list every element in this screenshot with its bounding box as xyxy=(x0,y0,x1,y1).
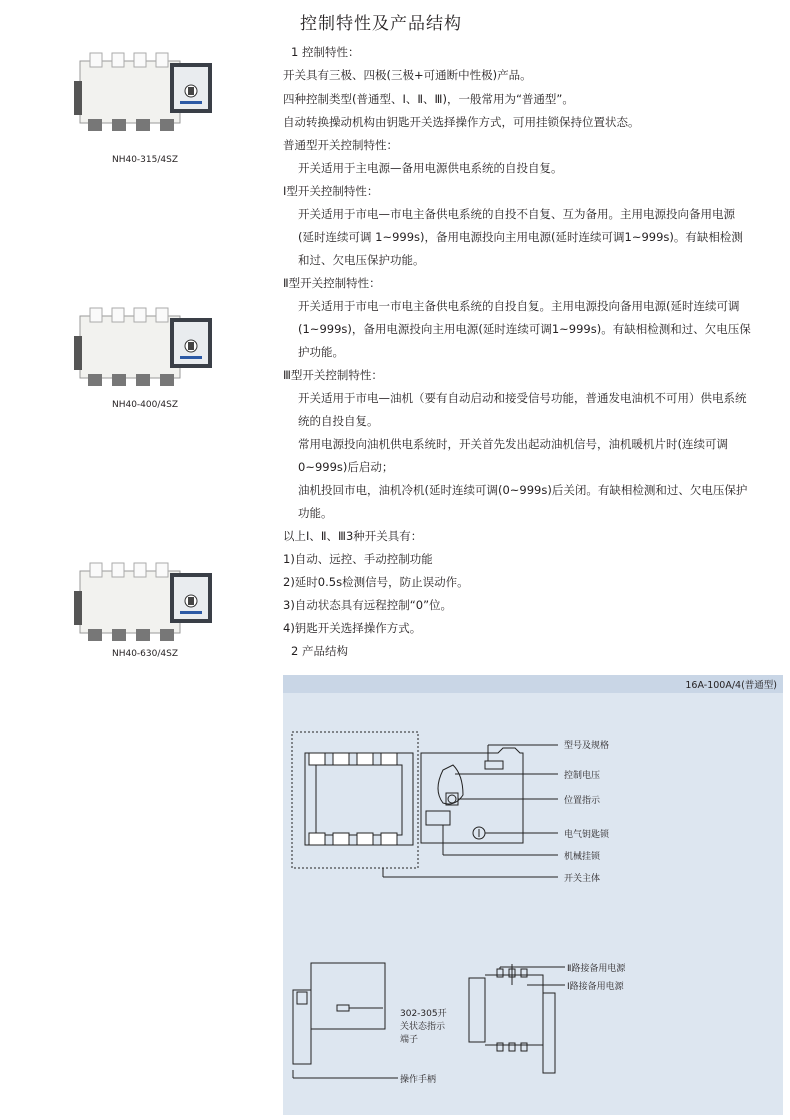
label-terminal: 关状态指示 xyxy=(400,1022,446,1032)
diagram-header-label: 16A-100A/4(普通型) xyxy=(685,680,777,691)
page-title: 控制特性及产品结构 xyxy=(300,14,462,34)
switch-product-image xyxy=(70,555,220,655)
text-line: (延时连续可调 1~999s)，备用电源投向主用电源(延时连续可调1~999s)。有缺相检测 xyxy=(298,230,743,244)
switch-product-image xyxy=(70,45,220,145)
label-control-voltage: 控制电压 xyxy=(564,771,601,781)
product-card xyxy=(70,555,220,659)
product-card xyxy=(70,45,220,165)
label-position-indicator: 位置指示 xyxy=(564,796,601,806)
text-line: 护功能。 xyxy=(298,345,344,359)
text-line: 开关具有三极、四极(三极+可通断中性极)产品。 xyxy=(283,68,532,82)
product-model-label: NH40-630/4SZ xyxy=(111,649,178,659)
subsection-heading: 普通型开关控制特性： xyxy=(283,138,398,152)
text-line: 开关适用于市电一市电主备供电系统的自投自复。主用电源投向备用电源(延时连续可调 xyxy=(298,299,740,313)
label-model-spec: 型号及规格 xyxy=(564,741,610,751)
list-item: 1)自动、远控、手动控制功能 xyxy=(283,552,433,566)
diagram-drawing xyxy=(283,675,783,1115)
label-handle: 操作手柄 xyxy=(400,1075,437,1085)
structure-diagram xyxy=(283,675,783,1115)
section-heading: 2 产品结构 xyxy=(291,644,348,658)
label-source-1: Ⅰ路接备用电源 xyxy=(567,982,624,992)
product-model-label: NH40-400/4SZ xyxy=(111,400,178,410)
text-line: (1~999s)，备用电源投向主用电源(延时连续可调1~999s)。有缺相检测和过、欠电压保 xyxy=(298,322,751,336)
list-item: 4)钥匙开关选择操作方式。 xyxy=(283,621,422,635)
text-line: 四种控制类型(普通型、Ⅰ、Ⅱ、Ⅲ)，一般常用为“普通型”。 xyxy=(283,92,574,106)
label-terminal: 302-305开 xyxy=(400,1009,447,1019)
text-line: 开关适用于市电—市电主备供电系统的自投不自复、互为备用。主用电源投向备用电源 xyxy=(298,207,735,221)
text-line: 和过、欠电压保护功能。 xyxy=(298,253,425,267)
text-line: 开关适用于主电源—备用电源供电系统的自投自复。 xyxy=(298,161,563,175)
text-line: 0~999s)后启动； xyxy=(298,460,394,474)
text-line: 统的自投自复。 xyxy=(298,414,379,428)
switch-product-image xyxy=(70,300,220,400)
text-line: 油机投回市电，油机冷机(延时连续可调(0~999s)后关闭。有缺相检测和过、欠电压保护 xyxy=(298,483,748,497)
label-terminal: 端子 xyxy=(400,1035,419,1045)
subsection-heading: Ⅰ型开关控制特性： xyxy=(283,184,379,198)
subsection-heading: Ⅲ型开关控制特性： xyxy=(283,368,383,382)
subsection-heading: Ⅱ型开关控制特性： xyxy=(283,276,381,290)
text-line: 常用电源投向油机供电系统时，开关首先发出起动油机信号，油机暖机片时(连续可调 xyxy=(298,437,728,451)
product-card xyxy=(70,300,220,410)
text-line: 以上Ⅰ、Ⅱ、Ⅲ3种开关具有： xyxy=(283,529,423,543)
list-item: 3)自动状态具有远程控制“0”位。 xyxy=(283,598,453,612)
label-source-2: Ⅱ路接备用电源 xyxy=(567,964,626,974)
text-line: 自动转换操动机构由钥匙开关选择操作方式，可用挂锁保持位置状态。 xyxy=(283,115,640,129)
label-switch-body: 开关主体 xyxy=(564,874,601,884)
text-line: 功能。 xyxy=(298,506,333,520)
label-electric-key-lock: 电气钥匙锁 xyxy=(564,830,610,840)
text-line: 开关适用于市电—油机（要有自动启动和接受信号功能，普通发电油机不可用）供电系统 xyxy=(298,391,747,405)
section-heading: 1 控制特性： xyxy=(291,45,360,59)
product-model-label: NH40-315/4SZ xyxy=(111,155,178,165)
list-item: 2)延时0.5s检测信号，防止误动作。 xyxy=(283,575,469,589)
label-mechanical-padlock: 机械挂锁 xyxy=(564,852,601,862)
